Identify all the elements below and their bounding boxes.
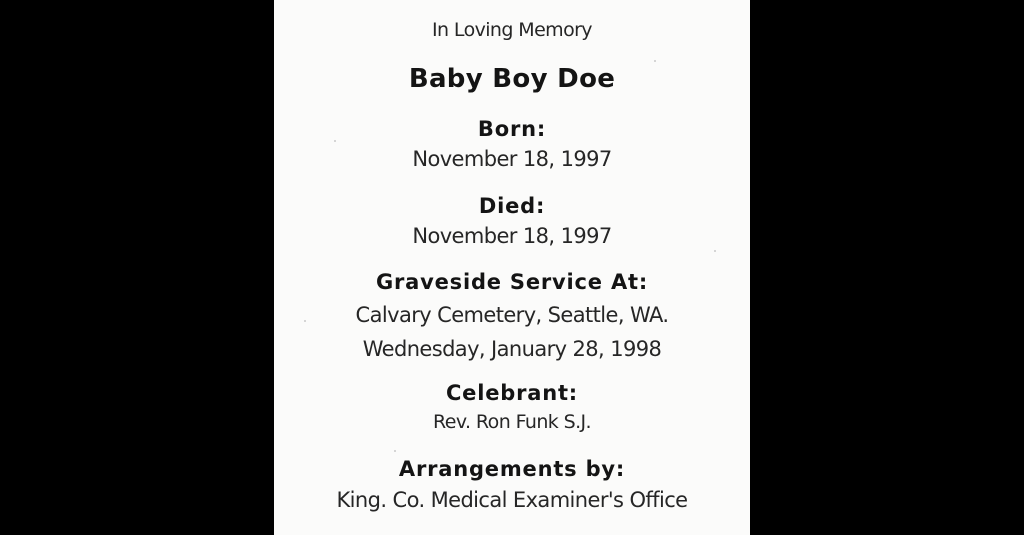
- service-date: Wednesday, January 28, 1998: [362, 337, 662, 361]
- service-heading: Graveside Service At:: [375, 270, 649, 294]
- deceased-name: Baby Boy Doe: [408, 64, 616, 94]
- service-location: Calvary Cemetery, Seattle, WA.: [355, 303, 669, 327]
- arrangements-by: King. Co. Medical Examiner's Office: [336, 488, 688, 512]
- intro-text: In Loving Memory: [432, 19, 592, 41]
- born-date: November 18, 1997: [412, 147, 612, 171]
- scan-speck: [334, 140, 336, 142]
- memorial-card: [274, 0, 750, 535]
- celebrant-name: Rev. Ron Funk S.J.: [433, 411, 591, 433]
- celebrant-heading: Celebrant:: [445, 381, 579, 405]
- scan-speck: [304, 320, 306, 322]
- died-heading: Died:: [478, 194, 546, 218]
- scan-speck: [714, 250, 716, 252]
- died-date: November 18, 1997: [412, 224, 612, 248]
- born-heading: Born:: [477, 117, 547, 141]
- arrangements-heading: Arrangements by:: [398, 457, 626, 481]
- scan-speck: [654, 60, 656, 62]
- scan-speck: [394, 450, 396, 452]
